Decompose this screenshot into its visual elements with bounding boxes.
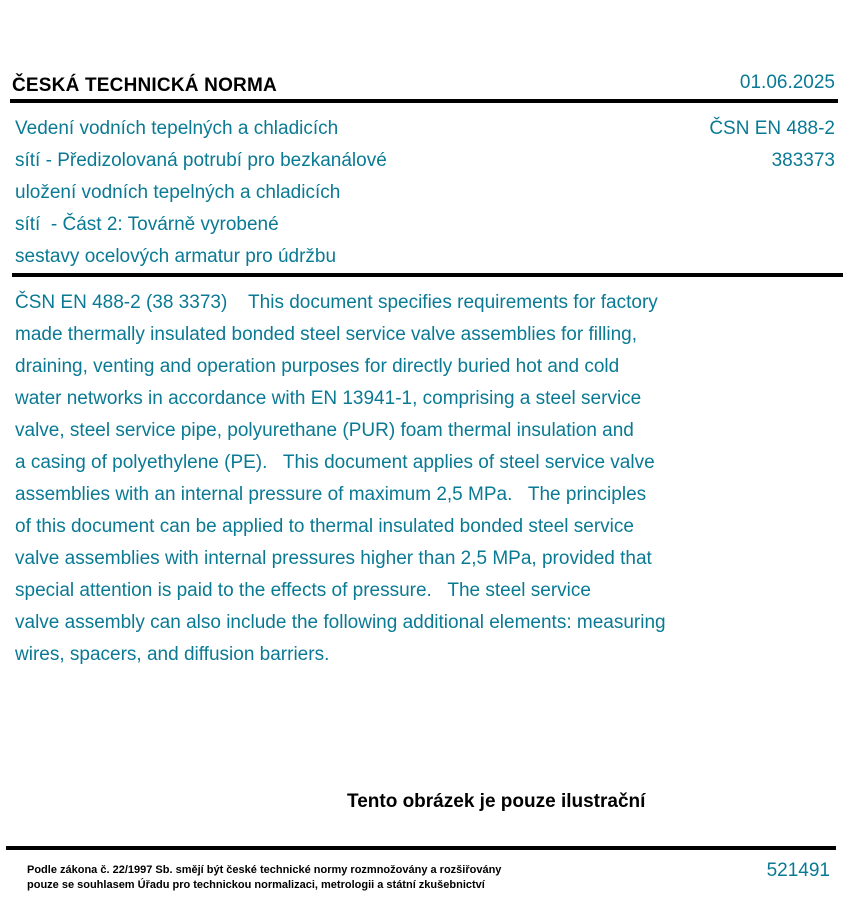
title-line: sítí - Část 2: Továrně vyrobené [15,214,279,235]
title-line: sestavy ocelových armatur pro údržbu [15,246,337,267]
standard-reference [709,113,835,177]
footer-divider [6,846,836,850]
publication-date: 01.06.2025 [739,72,835,93]
document-title [15,113,387,273]
abstract-line: valve assembly can also include the following additional elements: measuring [15,612,666,633]
abstract-text [15,287,666,671]
abstract-line: special attention is paid to the effects of pressure. The steel service [15,580,591,601]
abstract-line: valve, steel service pipe, polyurethane (PUR) foam thermal insulation and [15,420,634,441]
title-line: sítí - Předizolovaná potrubí pro bezkanálové [15,150,387,171]
abstract-line: water networks in accordance with EN 13941-1, comprising a steel service [15,388,642,409]
abstract-line: a casing of polyethylene (PE). This document applies of steel service valve [15,452,655,473]
abstract-line: valve assemblies with internal pressures higher than 2,5 MPa, provided that [15,548,652,569]
title-line: Vedení vodních tepelných a chladicích [15,118,339,139]
document-number: 521491 [766,860,830,881]
title-line: uložení vodních tepelných a chladicích [15,182,341,203]
abstract-line: of this document can be applied to thermal insulated bonded steel service [15,516,634,537]
header-divider [10,99,838,103]
legal-line: pouze se souhlasem Úřadu pro technickou normalizaci, metrologii a státní zkušebnictví [27,879,485,891]
abstract-line: ČSN EN 488-2 (38 3373) This document specifies requirements for factory [15,292,658,313]
standard-code: ČSN EN 488-2 [709,118,835,139]
title-divider [12,273,843,277]
illustration-disclaimer: Tento obrázek je pouze ilustrační [347,791,646,812]
abstract-line: assemblies with an internal pressure of maximum 2,5 MPa. The principles [15,484,647,505]
abstract-line: wires, spacers, and diffusion barriers. [15,644,330,665]
abstract-line: made thermally insulated bonded steel service valve assemblies for filling, [15,324,638,345]
legal-line: Podle zákona č. 22/1997 Sb. smějí být české technické normy rozmnožovány a rozšiřovány [27,864,502,876]
classification-number: 383373 [771,150,835,171]
norm-header-title: ČESKÁ TECHNICKÁ NORMA [12,75,277,96]
copyright-notice [27,863,501,893]
abstract-line: draining, venting and operation purposes for directly buried hot and cold [15,356,620,377]
